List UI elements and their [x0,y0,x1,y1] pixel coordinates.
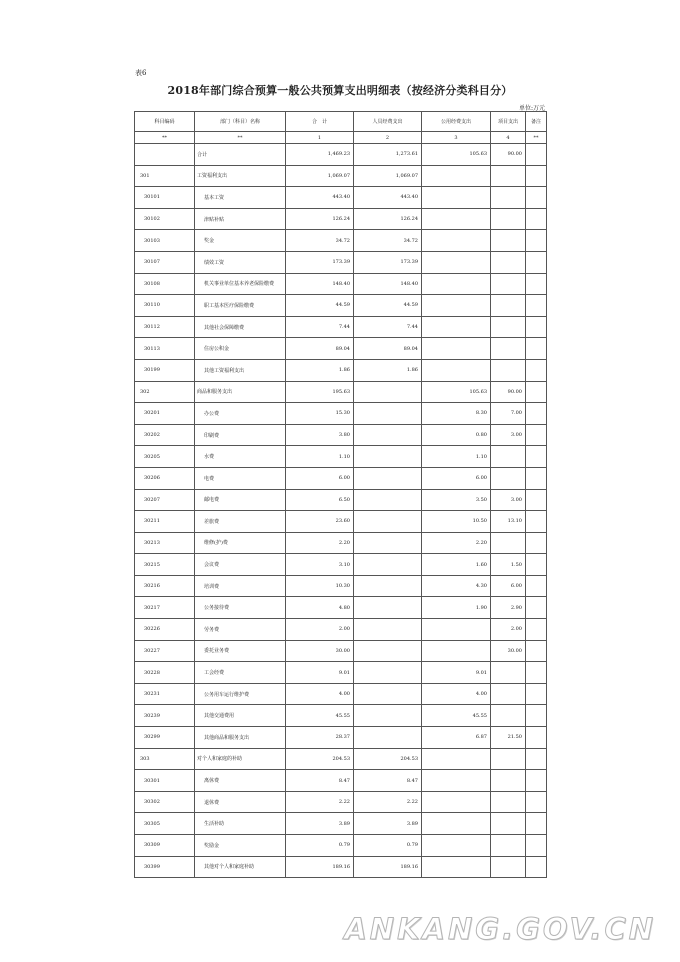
personnel-amount-cell [354,727,422,749]
subject-code-cell: 30110 [135,295,195,317]
subject-code-cell: 30227 [135,640,195,662]
subject-name-cell: 办公费 [195,403,286,425]
table-row [135,791,547,813]
project-amount-cell [491,835,526,857]
note-cell [526,640,547,662]
subject-name-cell: 奖励金 [195,835,286,857]
subject-name-cell: 印刷费 [195,424,286,446]
subject-code-cell: 30103 [135,230,195,252]
project-amount-cell [491,813,526,835]
personnel-amount-cell [354,554,422,576]
personnel-amount-cell: 7.44 [354,316,422,338]
project-amount-cell: 2.90 [491,597,526,619]
table-row [135,251,547,273]
project-amount-cell [491,856,526,878]
total-amount-cell: 1,469.23 [286,144,354,166]
subject-code-cell: 30305 [135,813,195,835]
public-amount-cell: 105.63 [422,381,491,403]
note-cell [526,748,547,770]
table-row [135,446,547,468]
project-amount-cell: 90.00 [491,381,526,403]
note-cell [526,251,547,273]
personnel-amount-cell [354,467,422,489]
personnel-amount-cell: 3.89 [354,813,422,835]
table-row [135,835,547,857]
note-cell [526,705,547,727]
header-code: 科目编码 [135,112,195,132]
public-amount-cell: 6.00 [422,467,491,489]
public-amount-cell [422,230,491,252]
note-cell [526,359,547,381]
public-amount-cell [422,856,491,878]
personnel-amount-cell [354,532,422,554]
total-amount-cell: 195.63 [286,381,354,403]
table-row [135,359,547,381]
subject-code-cell: 30301 [135,770,195,792]
personnel-amount-cell: 204.53 [354,748,422,770]
personnel-amount-cell: 1,273.61 [354,144,422,166]
subject-code-cell: 30211 [135,511,195,533]
personnel-amount-cell: 148.40 [354,273,422,295]
total-amount-cell: 1.86 [286,359,354,381]
subject-code-cell: 30216 [135,575,195,597]
public-amount-cell [422,338,491,360]
note-cell [526,511,547,533]
table-row [135,554,547,576]
total-amount-cell: 173.39 [286,251,354,273]
note-cell [526,338,547,360]
header-note: 备注 [526,112,547,132]
project-amount-cell: 3.00 [491,424,526,446]
note-cell [526,683,547,705]
personnel-amount-cell [354,705,422,727]
subject-name-cell: 商品和服务支出 [195,381,286,403]
subject-code-cell: 30199 [135,359,195,381]
subject-code-cell: 30239 [135,705,195,727]
index-cell: 3 [422,132,491,144]
public-amount-cell: 1.10 [422,446,491,468]
note-cell [526,208,547,230]
note-cell [526,597,547,619]
total-amount-cell: 10.30 [286,575,354,597]
note-cell [526,575,547,597]
total-amount-cell: 2.00 [286,619,354,641]
project-amount-cell [491,251,526,273]
personnel-amount-cell [354,683,422,705]
subject-name-cell: 津贴补贴 [195,208,286,230]
subject-name-cell: 水费 [195,446,286,468]
header-row [135,112,547,132]
note-cell [526,381,547,403]
public-amount-cell [422,359,491,381]
personnel-amount-cell: 89.04 [354,338,422,360]
note-cell [526,856,547,878]
subject-name-cell: 维修(护)费 [195,532,286,554]
project-amount-cell [491,273,526,295]
subject-code-cell: 302 [135,381,195,403]
project-amount-cell: 7.00 [491,403,526,425]
total-amount-cell: 0.79 [286,835,354,857]
subject-name-cell: 机关事业单位基本养老保险缴费 [195,273,286,295]
note-cell [526,230,547,252]
project-amount-cell [491,446,526,468]
subject-name-cell: 其他商品和服务支出 [195,727,286,749]
personnel-amount-cell [354,662,422,684]
personnel-amount-cell: 1,069.07 [354,165,422,187]
note-cell [526,467,547,489]
public-amount-cell: 4.30 [422,575,491,597]
total-amount-cell: 126.24 [286,208,354,230]
public-amount-cell: 3.50 [422,489,491,511]
table-row [135,187,547,209]
project-amount-cell: 1.50 [491,554,526,576]
personnel-amount-cell [354,489,422,511]
total-amount-cell: 28.37 [286,727,354,749]
subject-name-cell: 合计 [195,144,286,166]
public-amount-cell [422,813,491,835]
total-amount-cell: 2.20 [286,532,354,554]
project-amount-cell: 30.00 [491,640,526,662]
table-row [135,467,547,489]
index-cell: 4 [491,132,526,144]
public-amount-cell [422,770,491,792]
project-amount-cell: 3.00 [491,489,526,511]
subject-code-cell: 30302 [135,791,195,813]
total-amount-cell: 1,069.07 [286,165,354,187]
subject-name-cell: 公务接待费 [195,597,286,619]
unit-label: 单位:万元 [518,105,545,112]
subject-code-cell: 30107 [135,251,195,273]
project-amount-cell [491,770,526,792]
subject-code-cell: 30201 [135,403,195,425]
subject-code-cell: 301 [135,165,195,187]
total-amount-cell: 9.01 [286,662,354,684]
subject-code-cell: 30226 [135,619,195,641]
subject-name-cell: 离休费 [195,770,286,792]
project-amount-cell [491,316,526,338]
subject-name-cell: 工会经费 [195,662,286,684]
public-amount-cell: 4.00 [422,683,491,705]
note-cell [526,791,547,813]
project-amount-cell [491,338,526,360]
personnel-amount-cell: 0.79 [354,835,422,857]
public-amount-cell: 10.50 [422,511,491,533]
table-row [135,403,547,425]
subject-name-cell: 生活补助 [195,813,286,835]
note-cell [526,532,547,554]
subject-code-cell: 30207 [135,489,195,511]
project-amount-cell [491,662,526,684]
subject-name-cell: 对个人和家庭的补助 [195,748,286,770]
subject-name-cell: 基本工资 [195,187,286,209]
site-watermark: ANKANG.GOV.CN [344,912,656,946]
project-amount-cell [491,705,526,727]
personnel-amount-cell: 189.16 [354,856,422,878]
note-cell [526,835,547,857]
table-row [135,770,547,792]
table-row [135,640,547,662]
table-row [135,683,547,705]
personnel-amount-cell: 1.86 [354,359,422,381]
personnel-amount-cell [354,511,422,533]
table-row [135,208,547,230]
total-amount-cell: 15.30 [286,403,354,425]
total-amount-cell: 3.80 [286,424,354,446]
table-row [135,424,547,446]
personnel-amount-cell [354,640,422,662]
total-amount-cell: 189.16 [286,856,354,878]
table-row [135,338,547,360]
note-cell [526,770,547,792]
table-row [135,619,547,641]
subject-name-cell: 其他社会保障缴费 [195,316,286,338]
subject-code-cell: 30113 [135,338,195,360]
table-row [135,273,547,295]
subject-name-cell: 职工基本医疗保险缴费 [195,295,286,317]
public-amount-cell [422,208,491,230]
project-amount-cell [491,295,526,317]
personnel-amount-cell: 443.40 [354,187,422,209]
table-row [135,532,547,554]
subject-code-cell: 30299 [135,727,195,749]
subject-name-cell: 电费 [195,467,286,489]
public-amount-cell [422,748,491,770]
subject-code-cell: 30102 [135,208,195,230]
table-row [135,705,547,727]
public-amount-cell: 8.30 [422,403,491,425]
subject-name-cell: 奖金 [195,230,286,252]
total-amount-cell: 7.44 [286,316,354,338]
subject-code-cell: 30108 [135,273,195,295]
public-amount-cell [422,165,491,187]
total-amount-cell: 204.53 [286,748,354,770]
total-amount-cell: 34.72 [286,230,354,252]
public-amount-cell [422,251,491,273]
total-amount-cell: 148.40 [286,273,354,295]
project-amount-cell [491,359,526,381]
table-row [135,813,547,835]
project-amount-cell [491,532,526,554]
table-row [135,144,547,166]
public-amount-cell: 1.60 [422,554,491,576]
table-number: 表6 [135,69,147,77]
note-cell [526,187,547,209]
total-amount-cell: 4.00 [286,683,354,705]
table-row [135,856,547,878]
table-row [135,748,547,770]
personnel-amount-cell [354,446,422,468]
personnel-amount-cell: 44.59 [354,295,422,317]
public-amount-cell [422,835,491,857]
personnel-amount-cell [354,381,422,403]
subject-code-cell [135,144,195,166]
note-cell [526,554,547,576]
total-amount-cell: 30.00 [286,640,354,662]
public-amount-cell: 105.63 [422,144,491,166]
personnel-amount-cell [354,403,422,425]
personnel-amount-cell [354,597,422,619]
public-amount-cell [422,791,491,813]
personnel-amount-cell: 2.22 [354,791,422,813]
page-title: 2018年部门综合预算一般公共预算支出明细表（按经济分类科目分） [167,84,513,97]
index-cell: ** [135,132,195,144]
note-cell [526,813,547,835]
public-amount-cell [422,273,491,295]
note-cell [526,403,547,425]
personnel-amount-cell [354,575,422,597]
public-amount-cell: 6.87 [422,727,491,749]
personnel-amount-cell: 173.39 [354,251,422,273]
subject-code-cell: 30231 [135,683,195,705]
public-amount-cell: 9.01 [422,662,491,684]
note-cell [526,144,547,166]
public-amount-cell [422,640,491,662]
project-amount-cell [491,165,526,187]
note-cell [526,295,547,317]
public-amount-cell: 45.55 [422,705,491,727]
personnel-amount-cell: 126.24 [354,208,422,230]
project-amount-cell: 21.50 [491,727,526,749]
subject-code-cell: 30309 [135,835,195,857]
table-body [135,144,547,878]
project-amount-cell: 2.00 [491,619,526,641]
note-cell [526,619,547,641]
subject-name-cell: 公务用车运行维护费 [195,683,286,705]
header-project: 项目支出 [491,112,526,132]
subject-name-cell: 差旅费 [195,511,286,533]
table-row [135,295,547,317]
subject-code-cell: 30399 [135,856,195,878]
subject-code-cell: 303 [135,748,195,770]
index-cell: 2 [354,132,422,144]
subject-name-cell: 其他交通费用 [195,705,286,727]
table-row [135,511,547,533]
table-row [135,316,547,338]
total-amount-cell: 6.00 [286,467,354,489]
total-amount-cell: 23.60 [286,511,354,533]
total-amount-cell: 3.10 [286,554,354,576]
subject-name-cell: 其他工资福利支出 [195,359,286,381]
header-personnel: 人员经费支出 [354,112,422,132]
subject-code-cell: 30206 [135,467,195,489]
public-amount-cell [422,295,491,317]
table-row [135,230,547,252]
note-cell [526,446,547,468]
project-amount-cell [491,683,526,705]
subject-name-cell: 绩效工资 [195,251,286,273]
public-amount-cell [422,619,491,641]
total-amount-cell: 45.55 [286,705,354,727]
note-cell [526,165,547,187]
project-amount-cell [491,230,526,252]
personnel-amount-cell: 8.47 [354,770,422,792]
project-amount-cell [491,748,526,770]
personnel-amount-cell [354,619,422,641]
index-cell: ** [195,132,286,144]
subject-name-cell: 退休费 [195,791,286,813]
project-amount-cell [491,187,526,209]
total-amount-cell: 3.89 [286,813,354,835]
total-amount-cell: 1.10 [286,446,354,468]
project-amount-cell: 13.10 [491,511,526,533]
personnel-amount-cell [354,424,422,446]
project-amount-cell: 6.00 [491,575,526,597]
table-row [135,165,547,187]
table-row [135,489,547,511]
subject-name-cell: 委托业务费 [195,640,286,662]
public-amount-cell: 1.90 [422,597,491,619]
total-amount-cell: 44.59 [286,295,354,317]
project-amount-cell [491,208,526,230]
note-cell [526,662,547,684]
subject-code-cell: 30217 [135,597,195,619]
subject-code-cell: 30213 [135,532,195,554]
public-amount-cell [422,316,491,338]
note-cell [526,316,547,338]
public-amount-cell: 0.80 [422,424,491,446]
index-cell: 1 [286,132,354,144]
subject-code-cell: 30101 [135,187,195,209]
total-amount-cell: 4.80 [286,597,354,619]
index-row [135,132,547,144]
table-row [135,662,547,684]
header-public: 公用经费支出 [422,112,491,132]
subject-name-cell: 其他对个人和家庭补助 [195,856,286,878]
header-total: 合 计 [286,112,354,132]
table-row [135,727,547,749]
expenditure-table [134,111,547,878]
total-amount-cell: 8.47 [286,770,354,792]
project-amount-cell [491,791,526,813]
index-cell: ** [526,132,547,144]
note-cell [526,727,547,749]
total-amount-cell: 6.50 [286,489,354,511]
subject-name-cell: 邮电费 [195,489,286,511]
subject-code-cell: 30215 [135,554,195,576]
note-cell [526,273,547,295]
personnel-amount-cell: 34.72 [354,230,422,252]
subject-code-cell: 30112 [135,316,195,338]
note-cell [526,489,547,511]
table-row [135,597,547,619]
header-name: 部门（科目）名称 [195,112,286,132]
subject-name-cell: 会议费 [195,554,286,576]
note-cell [526,424,547,446]
subject-name-cell: 工资福利支出 [195,165,286,187]
total-amount-cell: 2.22 [286,791,354,813]
subject-name-cell: 培训费 [195,575,286,597]
subject-code-cell: 30205 [135,446,195,468]
table-row [135,381,547,403]
total-amount-cell: 89.04 [286,338,354,360]
subject-code-cell: 30202 [135,424,195,446]
public-amount-cell [422,187,491,209]
project-amount-cell: 90.00 [491,144,526,166]
total-amount-cell: 443.40 [286,187,354,209]
subject-name-cell: 劳务费 [195,619,286,641]
public-amount-cell: 2.20 [422,532,491,554]
table-row [135,575,547,597]
subject-name-cell: 住房公积金 [195,338,286,360]
subject-code-cell: 30228 [135,662,195,684]
project-amount-cell [491,467,526,489]
